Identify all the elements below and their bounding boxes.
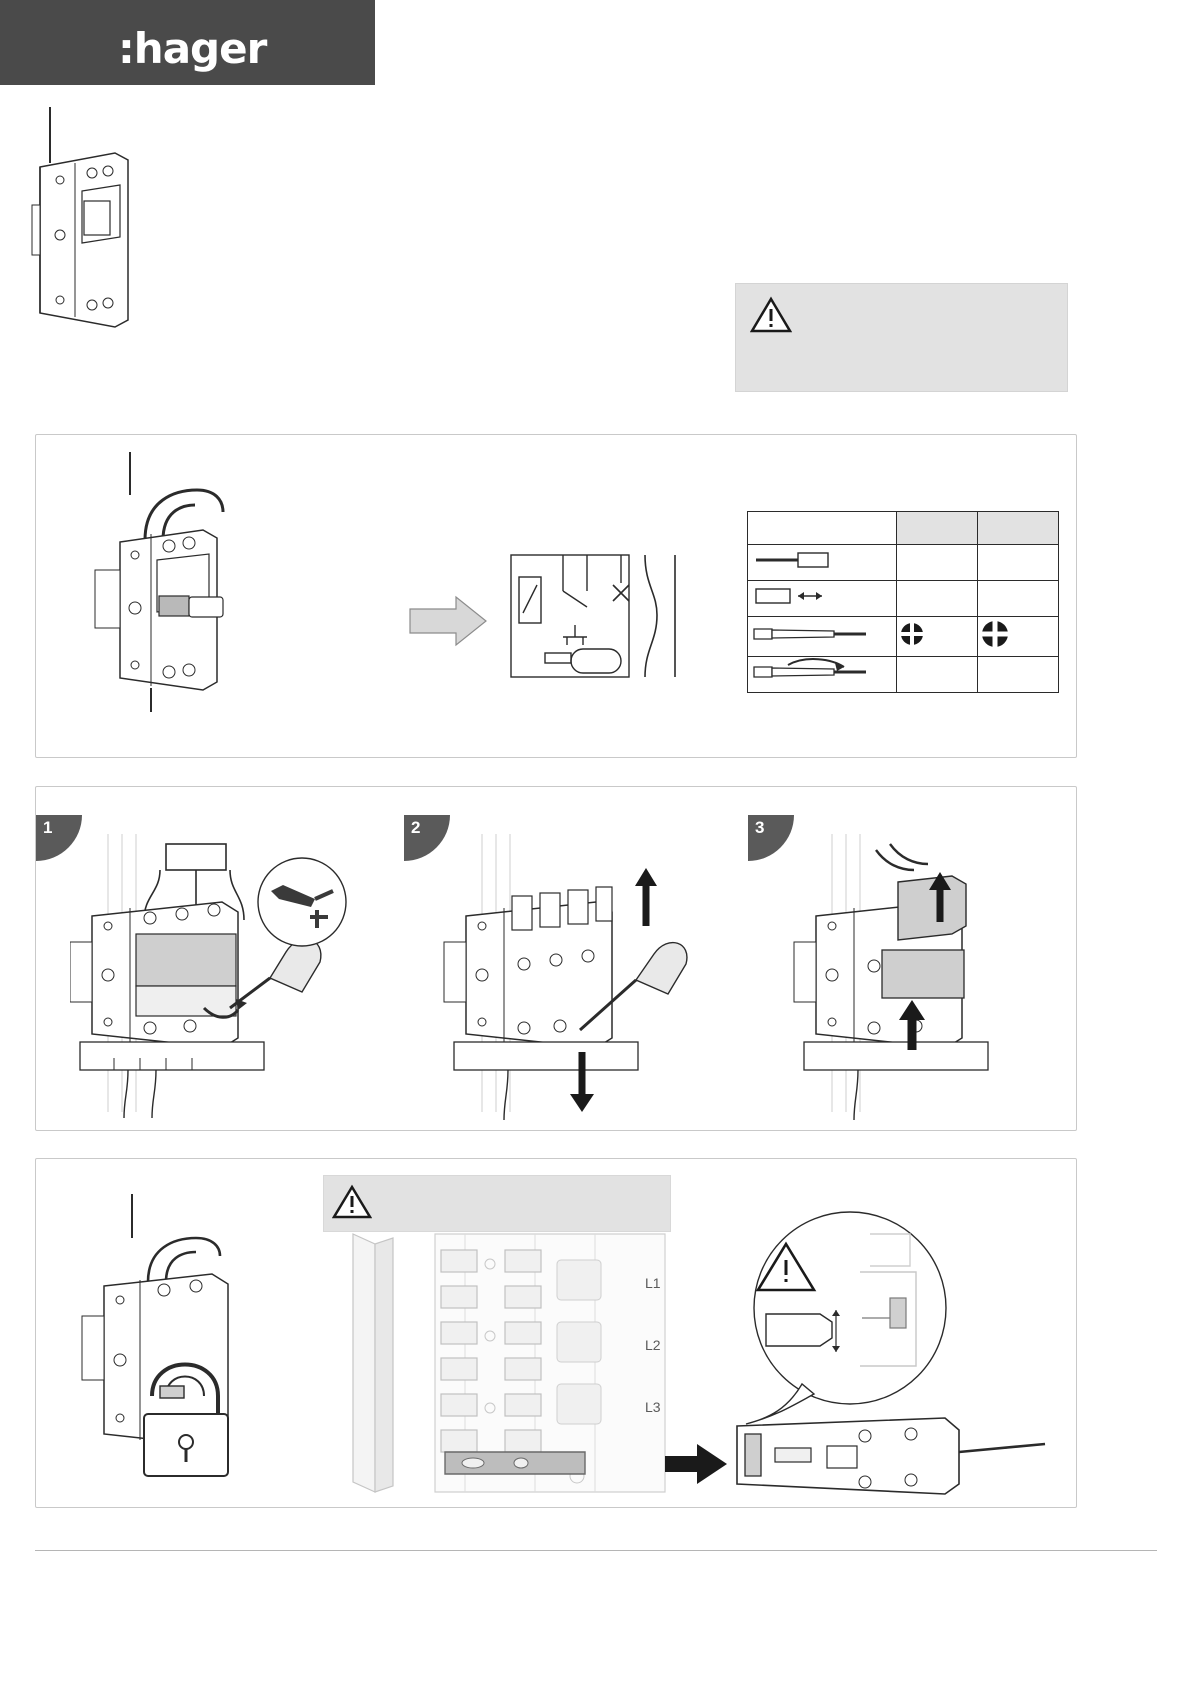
- warning-triangle-icon: [332, 1184, 372, 1220]
- screwdriver-icon: [748, 617, 897, 657]
- table-row: [748, 617, 1059, 657]
- padlock-illustration: [70, 1190, 300, 1490]
- cell-value: [977, 581, 1058, 617]
- cell-value: [896, 657, 977, 693]
- cable-width-icon: [748, 581, 897, 617]
- table-header-row: [748, 512, 1059, 545]
- cable-strip-length-icon: [748, 545, 897, 581]
- cell-value: [896, 581, 977, 617]
- hager-logo: :hager: [118, 24, 267, 73]
- header-cell-1: [896, 512, 977, 545]
- table-row: [748, 545, 1059, 581]
- footer-divider: [35, 1550, 1157, 1551]
- header-cell-2: [977, 512, 1058, 545]
- table-row: [748, 581, 1059, 617]
- inline-warning-box: [323, 1175, 671, 1232]
- step-3-illustration: [790, 830, 1080, 1120]
- screwdriver-torque-icon: [748, 657, 897, 693]
- cell-value: [977, 545, 1058, 581]
- step-2-illustration: [440, 830, 740, 1120]
- cell-value: [896, 545, 977, 581]
- step-number: 1: [43, 818, 53, 837]
- tool-specification-table: [747, 511, 1059, 693]
- table-row: [748, 657, 1059, 693]
- right-arrow-icon: [408, 595, 488, 647]
- pozidriv-screw-icon: [977, 617, 1058, 657]
- cell-value: [977, 657, 1058, 693]
- top-warning-box: [735, 283, 1068, 392]
- phase-label-l3: L3: [645, 1399, 661, 1415]
- phase-label-l1: L1: [645, 1275, 661, 1291]
- device-with-wires-illustration: [85, 450, 305, 730]
- zoom-callout-detail: [740, 1210, 960, 1440]
- warning-triangle-icon: [750, 296, 792, 334]
- step-number: 2: [411, 818, 421, 837]
- product-illustration: [20, 105, 150, 345]
- screwdriver-detail-icon: [255, 855, 350, 950]
- header-cell-icon: [748, 512, 897, 545]
- phase-label-l2: L2: [645, 1337, 661, 1353]
- step-number: 3: [755, 818, 765, 837]
- circuit-schematic: [505, 545, 700, 695]
- pozidriv-screw-icon: [896, 617, 977, 657]
